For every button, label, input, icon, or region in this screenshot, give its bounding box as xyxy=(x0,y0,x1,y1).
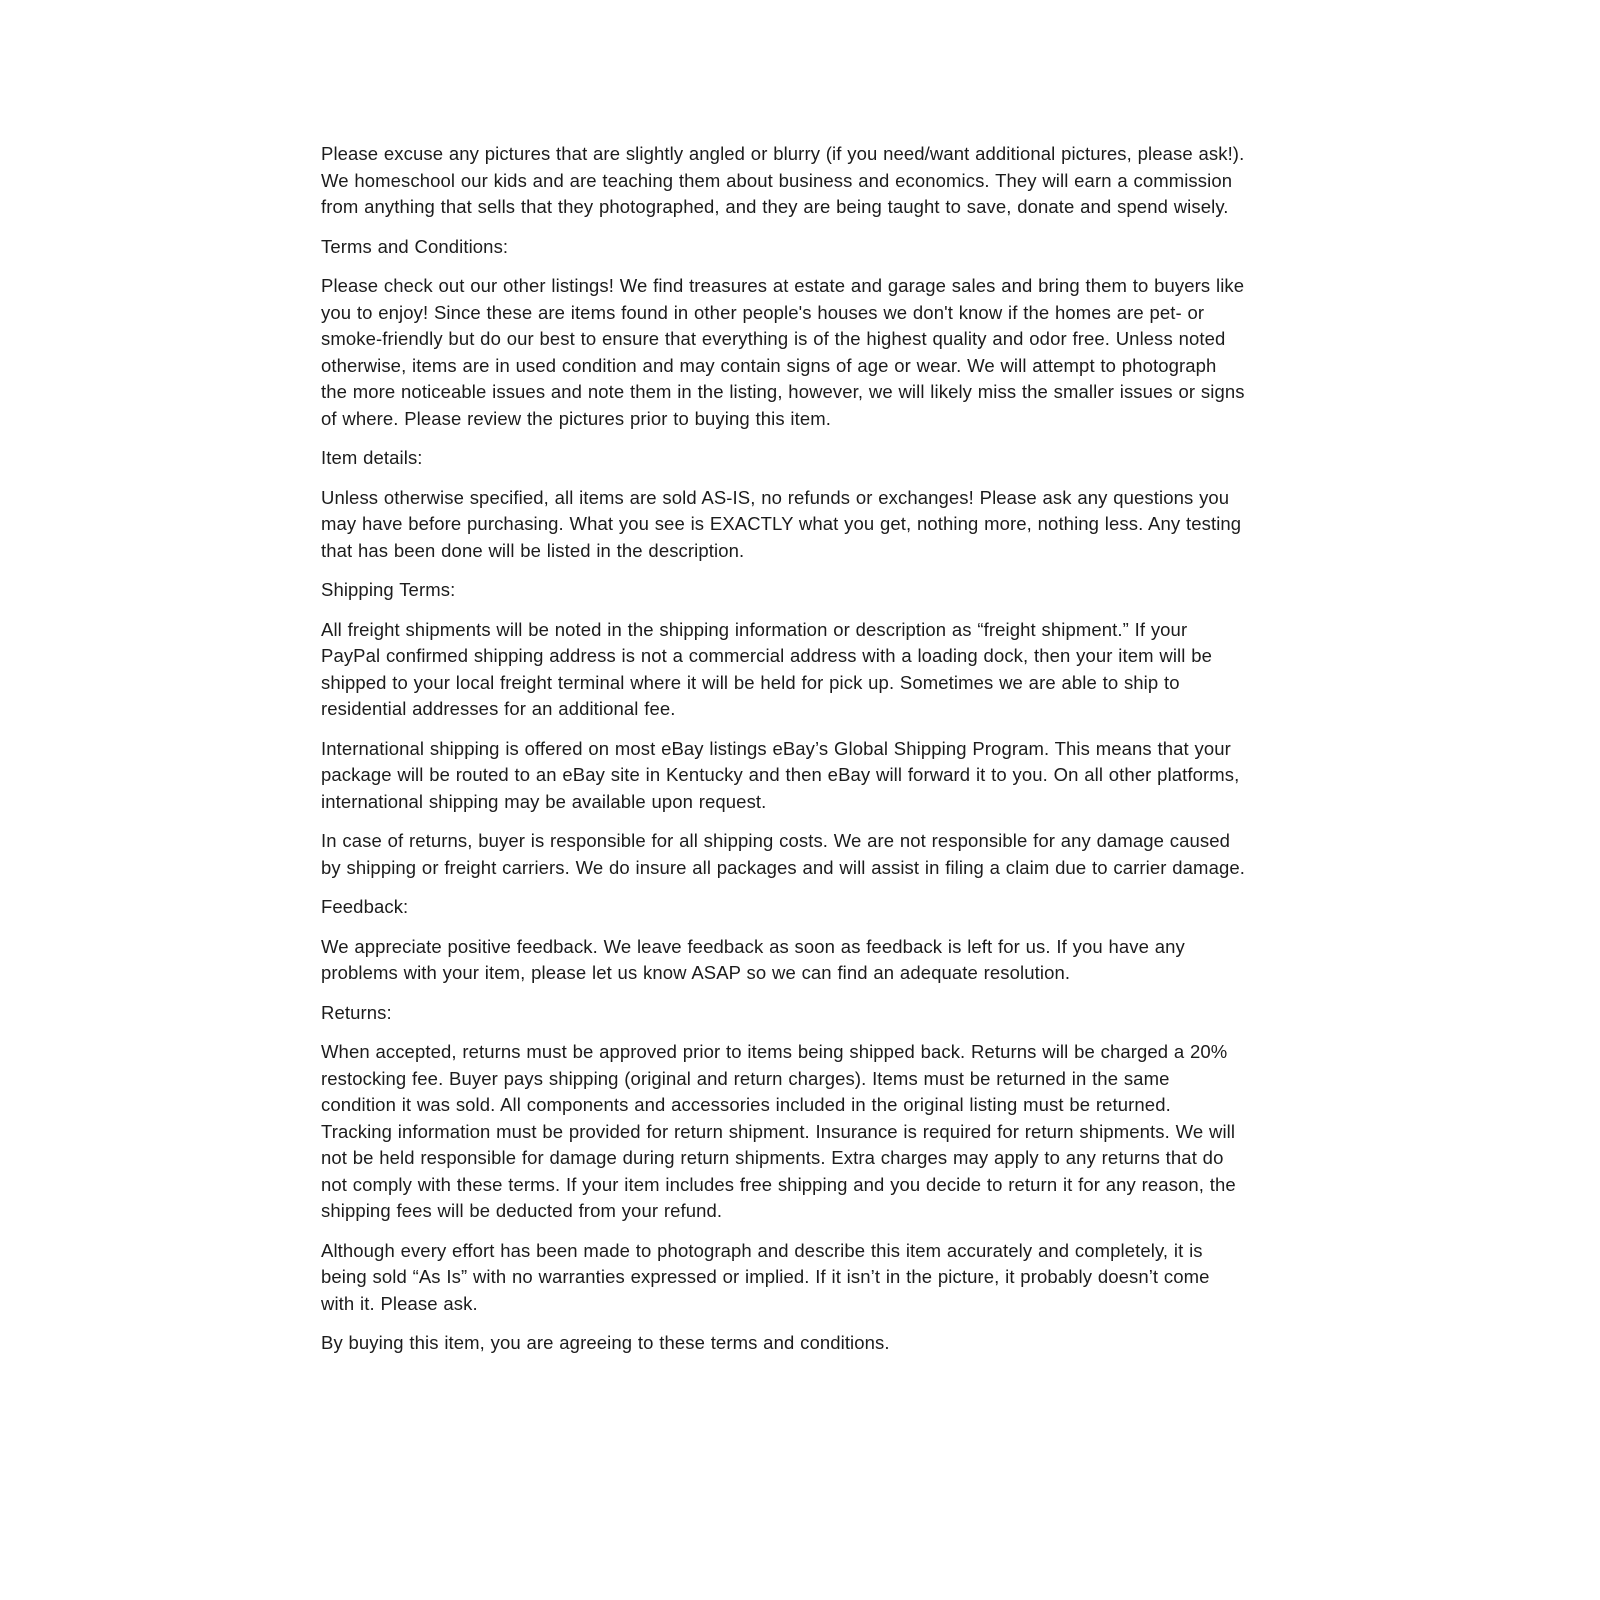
as-is-disclaimer-paragraph: Although every effort has been made to photograph and describe this item accurately and completely, it is being sold “As Is” with no warranties expressed or implied. If it isn’t in the picture, it probably doesn’t come with it. Please ask. xyxy=(321,1239,1210,1314)
document-text-body xyxy=(321,141,1246,1370)
international-shipping-paragraph: International shipping is offered on most eBay listings eBay’s Global Shipping Program. This means that your package will be routed to an eBay site in Kentucky and then eBay will forward it to you. On all other platforms, international shipping may be available upon request. xyxy=(321,737,1240,812)
item-details-paragraph: Unless otherwise specified, all items are sold AS-IS, no refunds or exchanges! Please ask any questions you may have before purchasing. What you see is EXACTLY what you get, nothing more, nothing less. Any testing that has been done will be listed in the description. xyxy=(321,486,1242,561)
returns-heading: Returns: xyxy=(321,1001,392,1023)
feedback-paragraph: We appreciate positive feedback. We leave feedback as soon as feedback is left for us. If you have any problems with your item, please let us know ASAP so we can find an adequate resolution. xyxy=(321,935,1185,983)
returns-policy-paragraph: When accepted, returns must be approved prior to items being shipped back. Returns will be charged a 20% restocking fee. Buyer pays shipping (original and return charges). Items must be returned in the same condition it was sold. All components and accessories included in the original listing must be returned. Tracking information must be provided for return shipment. Insurance is required for return shipments. We will not be held responsible for damage during return shipments. Extra charges may apply to any returns that do not comply with these terms. If your item includes free shipping and you decide to return it for any reason, the shipping fees will be deducted from your refund. xyxy=(321,1041,1236,1221)
intro-paragraph: Please excuse any pictures that are slightly angled or blurry (if you need/want additional pictures, please ask!). We homeschool our kids and are teaching them about business and economics. They will earn a commission from anything that sells that they photographed, and they are being taught to save, donate and spend wisely. xyxy=(321,143,1245,217)
return-shipping-costs-paragraph: In case of returns, buyer is responsible for all shipping costs. We are not responsible for any damage caused by shipping or freight carriers. We do insure all packages and will assist in filing a claim due to carrier damage. xyxy=(321,830,1245,878)
feedback-heading: Feedback: xyxy=(321,896,409,917)
shipping-terms-heading: Shipping Terms: xyxy=(321,579,456,600)
item-details-heading: Item details: xyxy=(321,447,423,468)
terms-conditions-heading: Terms and Conditions: xyxy=(321,235,509,257)
freight-shipments-paragraph: All freight shipments will be noted in the shipping information or description as “freight shipment.” If your PayPal confirmed shipping address is not a commercial address with a loading dock, then your item will be shipped to your local freight terminal where it will be held for pick up. Sometimes we are able to ship to residential addresses for an additional fee. xyxy=(321,618,1212,719)
other-listings-paragraph: Please check out our other listings! We find treasures at estate and garage sales and bring them to buyers like you to enjoy! Since these are items found in other people's houses we don't know if the homes are pet- or smoke-friendly but do our best to ensure that everything is of the highest quality and odor free. Unless noted otherwise, items are in used condition and may contain signs of age or wear. We will attempt to photograph the more noticeable issues and note them in the listing, however, we will likely miss the smaller issues or signs of where. Please review the pictures prior to buying this item. xyxy=(321,275,1245,429)
agreement-paragraph: By buying this item, you are agreeing to these terms and conditions. xyxy=(321,1332,890,1353)
